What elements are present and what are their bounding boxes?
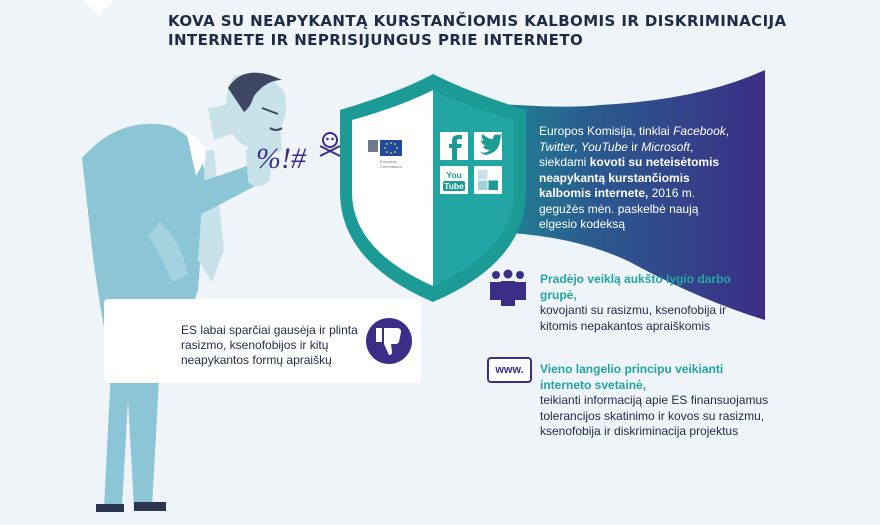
shield-text-siekdami: , siekdami (539, 139, 694, 169)
www-icon: www. (487, 357, 532, 383)
thumbs-down-icon-front (366, 318, 412, 364)
working-group-block (540, 272, 740, 334)
ec-logo-line-2: Commission (380, 164, 403, 169)
working-group-highlight: Pradėjo veiklą aukšto lygio darbo grupė, (540, 272, 731, 302)
team-icon (490, 270, 526, 307)
shield-text-intro: Europos Komisija, tinklai (539, 124, 674, 138)
facebook-icon (440, 132, 468, 160)
youtube-label-bottom: Tube (444, 181, 464, 191)
shield-text-rest: 2016 m. gegužės mėn. paskelbė naują elgesio kodeksą (539, 186, 699, 231)
title-line-1: KOVA SU NEAPYKANTĄ KURSTANČIOMIS KALBOMIS IR DISKRIMINACIJA (168, 12, 787, 30)
shield-text-comma-2: , (574, 139, 581, 154)
skull-icon (320, 133, 340, 156)
youtube-icon (440, 166, 468, 194)
shield-text-microsoft: Microsoft (641, 139, 690, 154)
shield-text-youtube: YouTube (580, 139, 628, 154)
shield-text-facebook: Facebook (673, 124, 726, 138)
website-block (540, 362, 770, 440)
youtube-label-top: You (446, 170, 462, 180)
twitter-icon (474, 132, 502, 160)
title-line-2: INTERNETE IR NEPRISIJUNGUS PRIE INTERNETO (168, 31, 584, 49)
shield-text-ir: ir (627, 139, 642, 154)
working-group-text: kovojanti su rasizmu, ksenofobija ir kitomis nepakantos apraiškomis (540, 303, 727, 333)
ec-logo-line-1: European (380, 159, 398, 164)
shield-text-twitter: Twitter (539, 139, 575, 154)
shield-text-bold: kovoti su neteisėtomis neapykantą kurstančiomis kalbomis internete, (539, 155, 720, 200)
website-highlight: Vieno langelio principu veikianti interneto svetainė, (540, 362, 724, 392)
shield-text-comma-1: , (725, 124, 730, 138)
speech-symbols: %!# (256, 142, 306, 175)
shield-description (539, 124, 739, 233)
website-text: teikianti informaciją apie ES finansuojamus tolerancijos skatinimo ir kovos su rasizmu, ksenofobija ir diskriminacija projektus (540, 393, 769, 438)
shield-left-panel (352, 90, 433, 286)
microsoft-icon (474, 166, 502, 194)
callout-text: ES labai sparčiai gausėja ir plinta rasizmo, ksenofobijos ir kitų neapykantos formų apraiškų (181, 323, 358, 367)
man-figure (82, 73, 286, 512)
